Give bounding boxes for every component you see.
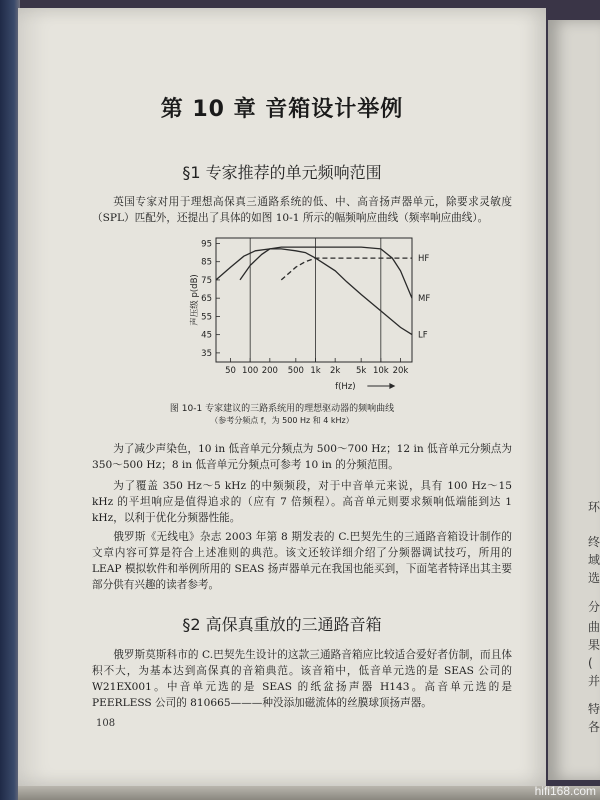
book-page	[18, 8, 546, 786]
figure-subcaption: （参考分频点 f，为 500 Hz 和 4 kHz）	[210, 416, 354, 425]
facing-page-fragment: 曲	[588, 620, 600, 634]
paragraph-intro: 英国专家对用于理想高保真三通路系统的低、中、高音扬声器单元，除要求灵敏度（SPL）匹配外，还提出了具体的如图 10-1 所示的幅频响应曲线（频率响应曲线）。	[92, 196, 512, 224]
facing-page	[548, 20, 600, 780]
paragraph-woofer: 为了减少声染色，10 in 低音单元分频点为 500～700 Hz；12 in 低音单元分频点为 350～500 Hz；8 in 低音单元分频点可参考 10 in 的分频范围。	[92, 443, 512, 471]
figure-caption: 图 10-1 专家建议的三路系统用的理想驱动器的频响曲线	[169, 404, 395, 414]
facing-page-fragment: 并	[588, 674, 600, 688]
book-spine	[0, 0, 20, 800]
x-tick-label: 500	[287, 366, 304, 376]
x-axis-arrowhead	[389, 383, 395, 389]
series-line-hf	[281, 258, 412, 280]
facing-page-fragment: 域	[588, 553, 600, 567]
x-tick-label: 10k	[372, 366, 389, 376]
y-tick-label: 35	[201, 348, 212, 359]
paragraph-design: 俄罗斯莫斯科市的 C.巴契先生设计的这款三通路音箱应比较适合爱好者仿制，而且体积不大，为基本达到高保真的音箱典范。该音箱中，低音单元选的是 SEAS 公司的 W21EX001。中音单元选的是 SEAS 的纸盆扬声器 H143。高音单元选的是 PEERLESS 公司的 810665———种没添加磁流体的丝膜球顶扬声器。	[92, 649, 512, 709]
y-tick-label: 75	[201, 275, 212, 286]
chapter-title: 第 10 章 音箱设计举例	[160, 97, 404, 122]
x-tick-label: 20k	[392, 366, 409, 376]
paragraph-reference: 俄罗斯《无线电》杂志 2003 年第 8 期发表的 C.巴契先生的三通路音箱设计制作的文章内容可算是符合上述准则的典范。该文还较详细介绍了分频器调试技巧，所用的 LEAP 模拟软件和举例所用的 SEAS 扬声器单元在我国也能买到，下面笔者特译出其主要部分供有兴趣的读者参考。	[92, 531, 512, 591]
series-label-hf: HF	[418, 254, 430, 265]
facing-page-fragment: 果	[588, 638, 600, 652]
series-line-mf	[240, 247, 412, 298]
y-tick-label: 55	[201, 312, 212, 323]
x-tick-label: 5k	[355, 366, 367, 376]
y-tick-label: 45	[201, 330, 212, 341]
x-axis-label: f(Hz)	[335, 382, 356, 392]
series-line-lf	[216, 249, 412, 335]
series-label-mf: MF	[418, 294, 431, 305]
page-number: 108	[96, 718, 116, 729]
facing-page-fragment: 终	[588, 535, 600, 549]
x-tick-label: 1k	[310, 366, 321, 376]
x-tick-label: 2k	[329, 366, 341, 376]
page-edge	[18, 786, 600, 800]
y-tick-label: 95	[201, 239, 212, 250]
watermark: hifi168.com	[534, 784, 596, 798]
x-tick-label: 200	[261, 366, 278, 376]
frequency-response-chart	[184, 234, 454, 398]
y-axis-label: 声压级 p(dB)	[190, 274, 200, 326]
facing-page-fragment: 分	[588, 600, 600, 614]
facing-page-fragment: (	[588, 656, 593, 670]
section-title-2: §2 高保真重放的三通路音箱	[182, 615, 382, 634]
facing-page-fragment: 选	[588, 571, 600, 585]
facing-page-fragment: 各	[588, 720, 600, 734]
x-tick-label: 100	[242, 366, 259, 376]
paragraph-midrange: 为了覆盖 350 Hz～5 kHz 的中频频段，对于中音单元来说，具有 100 Hz～15 kHz 的平坦响应是值得追求的（应有 7 倍频程）。高音单元则要求频响低端能到达 1 kHz，以利于优化分频器性能。	[92, 480, 512, 524]
y-tick-label: 85	[201, 257, 212, 268]
section-title-1: §1 专家推荐的单元频响范围	[182, 163, 382, 182]
facing-page-fragment: 环	[588, 500, 600, 514]
series-label-lf: LF	[418, 330, 428, 341]
facing-page-fragment: 特	[588, 702, 600, 716]
x-tick-label: 50	[225, 366, 236, 376]
y-tick-label: 65	[201, 294, 212, 305]
